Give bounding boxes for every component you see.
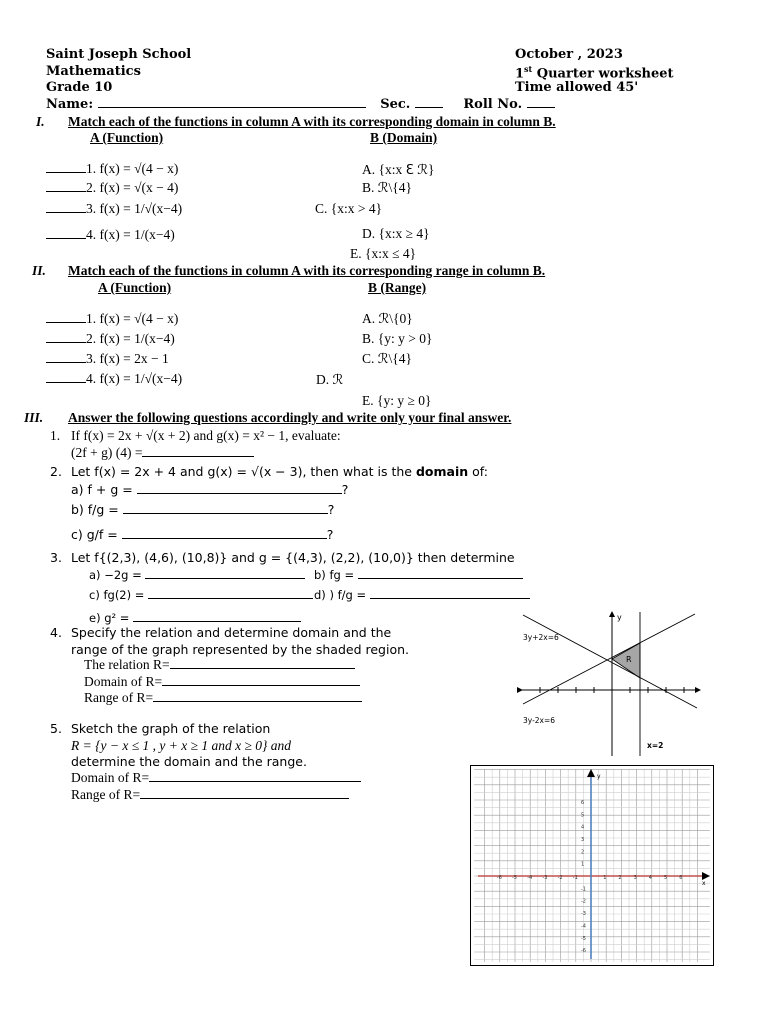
grid-frame <box>471 766 714 966</box>
q5-line2: R = {y − x ≤ 1 , y + x ≥ 1 and x ≥ 0} and <box>71 738 292 753</box>
grid-y-tick-label: -5 <box>581 935 586 942</box>
q4-number: 4. <box>50 625 62 640</box>
quarter <box>515 64 674 81</box>
quarter-num: 1 <box>515 66 525 82</box>
q5-domain: Domain of R= <box>71 770 361 786</box>
answer-blank[interactable] <box>46 201 86 213</box>
grid-x-label: x <box>702 880 706 887</box>
q3-c: c) fg(2) = <box>89 587 313 602</box>
time-allowed: Time allowed 45' <box>515 80 639 95</box>
part2-instruction: Match each of the functions in column A with its corresponding range in column B. <box>68 263 546 278</box>
grid-y-tick-label: -3 <box>581 911 586 918</box>
grid-x-tick-label: -5 <box>512 875 517 881</box>
q2-number: 2. <box>50 464 62 479</box>
grid-y-tick-label: 6 <box>581 799 585 806</box>
graph1-label-x2: x=2 <box>647 741 664 750</box>
grid-x-tick-label: -4 <box>527 875 533 881</box>
grid-x-tick-label: -3 <box>542 875 548 881</box>
answer-blank[interactable] <box>46 311 86 323</box>
part1-col-b: B (Domain) <box>370 130 438 145</box>
part1-item: 3. f(x) = 1/√(x−4) <box>46 201 182 217</box>
answer-blank[interactable] <box>370 587 530 599</box>
grid-x-tick-label: 2 <box>618 875 622 881</box>
roll-blank[interactable] <box>527 96 555 108</box>
part2-choice-a: A. ℛ\{0} <box>362 311 413 326</box>
name-blank[interactable] <box>98 96 366 108</box>
grid-y-tick-label: -2 <box>581 898 586 905</box>
part1-col-a: A (Function) <box>90 130 164 145</box>
school-name: Saint Joseph School <box>46 47 192 62</box>
roll-label: Roll No. <box>463 97 523 112</box>
answer-blank[interactable] <box>46 331 86 343</box>
grid-y-tick-label: 3 <box>581 836 585 843</box>
quarter-sup: st <box>524 64 533 74</box>
grid-y-tick-label: 5 <box>581 812 585 819</box>
grid-y-tick-label: 1 <box>581 861 585 868</box>
part1-item: 4. f(x) = 1/(x−4) <box>46 227 175 243</box>
grade: Grade 10 <box>46 80 113 95</box>
name-label: Name: <box>46 97 94 112</box>
q4-relation: The relation R= <box>84 657 355 673</box>
quarter-rest: Quarter worksheet <box>536 66 674 82</box>
q3-e: e) g² = <box>89 610 301 625</box>
region-label: R <box>626 655 632 664</box>
answer-blank[interactable] <box>137 482 342 494</box>
part2-item: 1. f(x) = √(4 − x) <box>46 311 178 327</box>
grid-x-tick-label: 3 <box>633 875 637 881</box>
coordinate-grid[interactable] <box>470 765 715 967</box>
grid-x-tick-label: -2 <box>557 875 563 881</box>
q3-number: 3. <box>50 550 62 565</box>
q2-a: a) f + g = ? <box>71 482 349 497</box>
part2-choice-e: E. {y: y ≥ 0} <box>362 393 432 408</box>
part1-choice-b: B. ℛ\{4} <box>362 180 412 195</box>
answer-blank[interactable] <box>149 770 361 782</box>
part1-instruction: Match each of the functions in column A with its corresponding domain in column B. <box>68 114 556 129</box>
grid-x-tick-label: 6 <box>679 875 683 881</box>
graph1-y-label: y <box>617 613 622 622</box>
q4-domain: Domain of R= <box>84 674 360 690</box>
grid-y-tick-label: 2 <box>581 849 585 856</box>
sec-label: Sec. <box>380 97 411 112</box>
part1-numeral: I. <box>36 114 45 129</box>
region-graph <box>515 608 705 760</box>
grid-x-tick-label: 1 <box>603 875 607 881</box>
part2-item: 2. f(x) = 1/(x−4) <box>46 331 175 347</box>
answer-blank[interactable] <box>140 787 349 799</box>
q4-line2: range of the graph represented by the shaded region. <box>71 642 409 657</box>
part2-numeral: II. <box>32 263 46 278</box>
q1-sub: (2f + g) (4) = <box>71 445 254 461</box>
part2-choice-b: B. {y: y > 0} <box>362 331 433 346</box>
q4-line1: Specify the relation and determine domain and the <box>71 625 392 640</box>
part2-item: 4. f(x) = 1/√(x−4) <box>46 371 182 387</box>
grid-y-label: y <box>597 773 601 780</box>
answer-blank[interactable] <box>148 587 313 599</box>
answer-blank[interactable] <box>46 227 86 239</box>
q5-number: 5. <box>50 721 62 736</box>
part1-item: 1. f(x) = √(4 − x) <box>46 161 178 177</box>
sec-blank[interactable] <box>415 96 443 108</box>
part3-instruction: Answer the following questions accordingly and write only your final answer. <box>68 410 512 425</box>
answer-blank[interactable] <box>358 567 523 579</box>
q5-line3: determine the domain and the range. <box>71 754 307 769</box>
part2-choice-c: C. ℛ\{4} <box>362 351 412 366</box>
date: October , 2023 <box>515 47 623 62</box>
line-3y-plus-2x <box>523 615 697 708</box>
part2-col-b: B (Range) <box>368 280 427 295</box>
q3-a: a) −2g = <box>89 567 305 582</box>
q1-number: 1. <box>50 428 61 443</box>
q3-text: Let f{(2,3), (4,6), (10,8)} and g = {(4,3), (2,2), (10,0)} then determine <box>71 550 515 565</box>
grid-y-tick-label: 4 <box>581 824 585 831</box>
answer-blank[interactable] <box>123 502 328 514</box>
q2-b: b) f/g = ? <box>71 502 335 517</box>
q5-range: Range of R= <box>71 787 349 803</box>
part1-choice-d: D. {x:x ≥ 4} <box>362 226 430 241</box>
part1-choice-a: A. {x:x ℇ ℛ} <box>362 162 435 177</box>
answer-blank[interactable] <box>162 674 360 686</box>
grid-y-tick-label: -1 <box>581 886 586 893</box>
q1-text: If f(x) = 2x + √(x + 2) and g(x) = x² − 1, evaluate: <box>71 428 341 443</box>
grid-y-tick-label: -6 <box>581 948 586 955</box>
grid-x-tick-label: 5 <box>664 875 668 881</box>
q3-b: b) fg = <box>314 567 523 582</box>
name-row <box>46 96 555 112</box>
grid-x-tick-label: -1 <box>572 875 578 881</box>
answer-blank[interactable] <box>153 690 362 702</box>
answer-blank[interactable] <box>46 161 86 173</box>
part1-item: 2. f(x) = √(x − 4) <box>46 180 178 196</box>
answer-blank[interactable] <box>170 657 355 669</box>
part2-choice-d: D. ℛ <box>316 372 344 387</box>
grid-x-tick-label: 4 <box>648 875 652 881</box>
q2-c: c) g/f = ? <box>71 527 334 542</box>
part3-numeral: III. <box>24 410 44 425</box>
subject: Mathematics <box>46 64 141 79</box>
answer-blank[interactable] <box>145 567 305 579</box>
answer-blank[interactable] <box>46 351 86 363</box>
grid-x-tick-label: -6 <box>496 875 502 881</box>
answer-blank[interactable] <box>122 527 327 539</box>
q5-line1: Sketch the graph of the relation <box>71 721 271 736</box>
part2-item: 3. f(x) = 2x − 1 <box>46 351 169 367</box>
part1-choice-c: C. {x:x > 4} <box>315 201 383 216</box>
graph1-label-3y-plus-2x: 3y+2x=6 <box>523 633 559 642</box>
q4-range: Range of R= <box>84 690 362 706</box>
part2-col-a: A (Function) <box>98 280 172 295</box>
answer-blank[interactable] <box>142 445 254 457</box>
answer-blank[interactable] <box>46 371 86 383</box>
answer-blank[interactable] <box>46 180 86 192</box>
grid-y-tick-label: -4 <box>581 923 586 930</box>
answer-blank[interactable] <box>133 610 301 622</box>
part1-choice-e: E. {x:x ≤ 4} <box>350 246 417 261</box>
q2-text: Let f(x) = 2x + 4 and g(x) = √(x − 3), then what is the domain of: <box>71 464 488 479</box>
graph1-label-3y-minus-2x: 3y-2x=6 <box>523 716 556 725</box>
q3-d: d) ) f/g = <box>314 587 530 602</box>
